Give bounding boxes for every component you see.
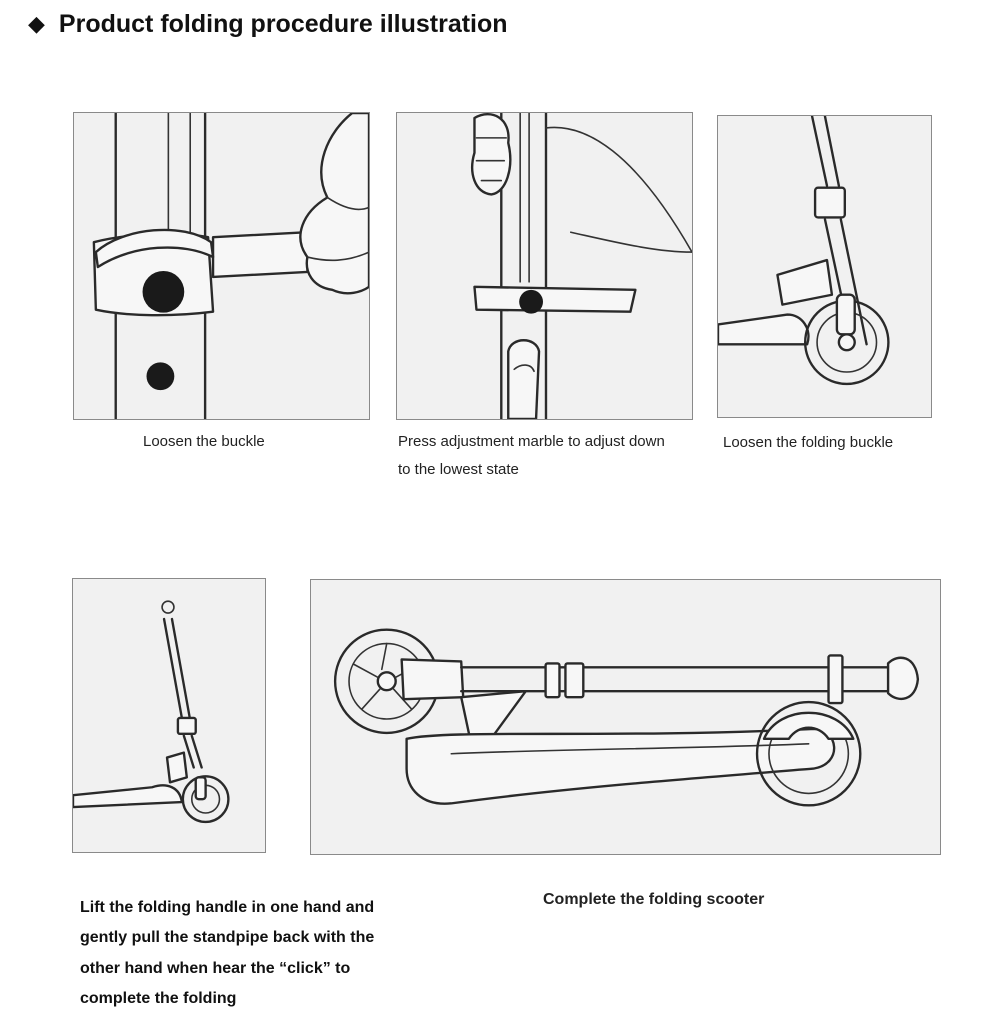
step4-caption-line3: other hand when hear the “click” to (80, 960, 351, 977)
step5-caption: Complete the folding scooter (543, 891, 765, 908)
lift-handle-illustration (72, 578, 266, 853)
step4-caption-line2: gently pull the standpipe back with the (80, 929, 375, 946)
step2-caption-line2: to the lowest state (398, 461, 519, 478)
folding-buckle-illustration (717, 115, 932, 418)
step1-caption: Loosen the buckle (143, 433, 265, 450)
step4-caption-line4: complete the folding (80, 990, 237, 1007)
step3-caption: Loosen the folding buckle (723, 434, 894, 451)
title-text: Product folding procedure illustration (58, 9, 508, 38)
folded-scooter-illustration (310, 579, 941, 855)
page-title (28, 6, 508, 42)
loosen-buckle-illustration (73, 112, 370, 420)
step2-caption-line1: Press adjustment marble to adjust down (398, 433, 665, 450)
diamond-bullet-icon: ◆ (28, 11, 45, 36)
press-marble-illustration (396, 112, 693, 420)
step4-caption-line1: Lift the folding handle in one hand and (80, 899, 375, 916)
